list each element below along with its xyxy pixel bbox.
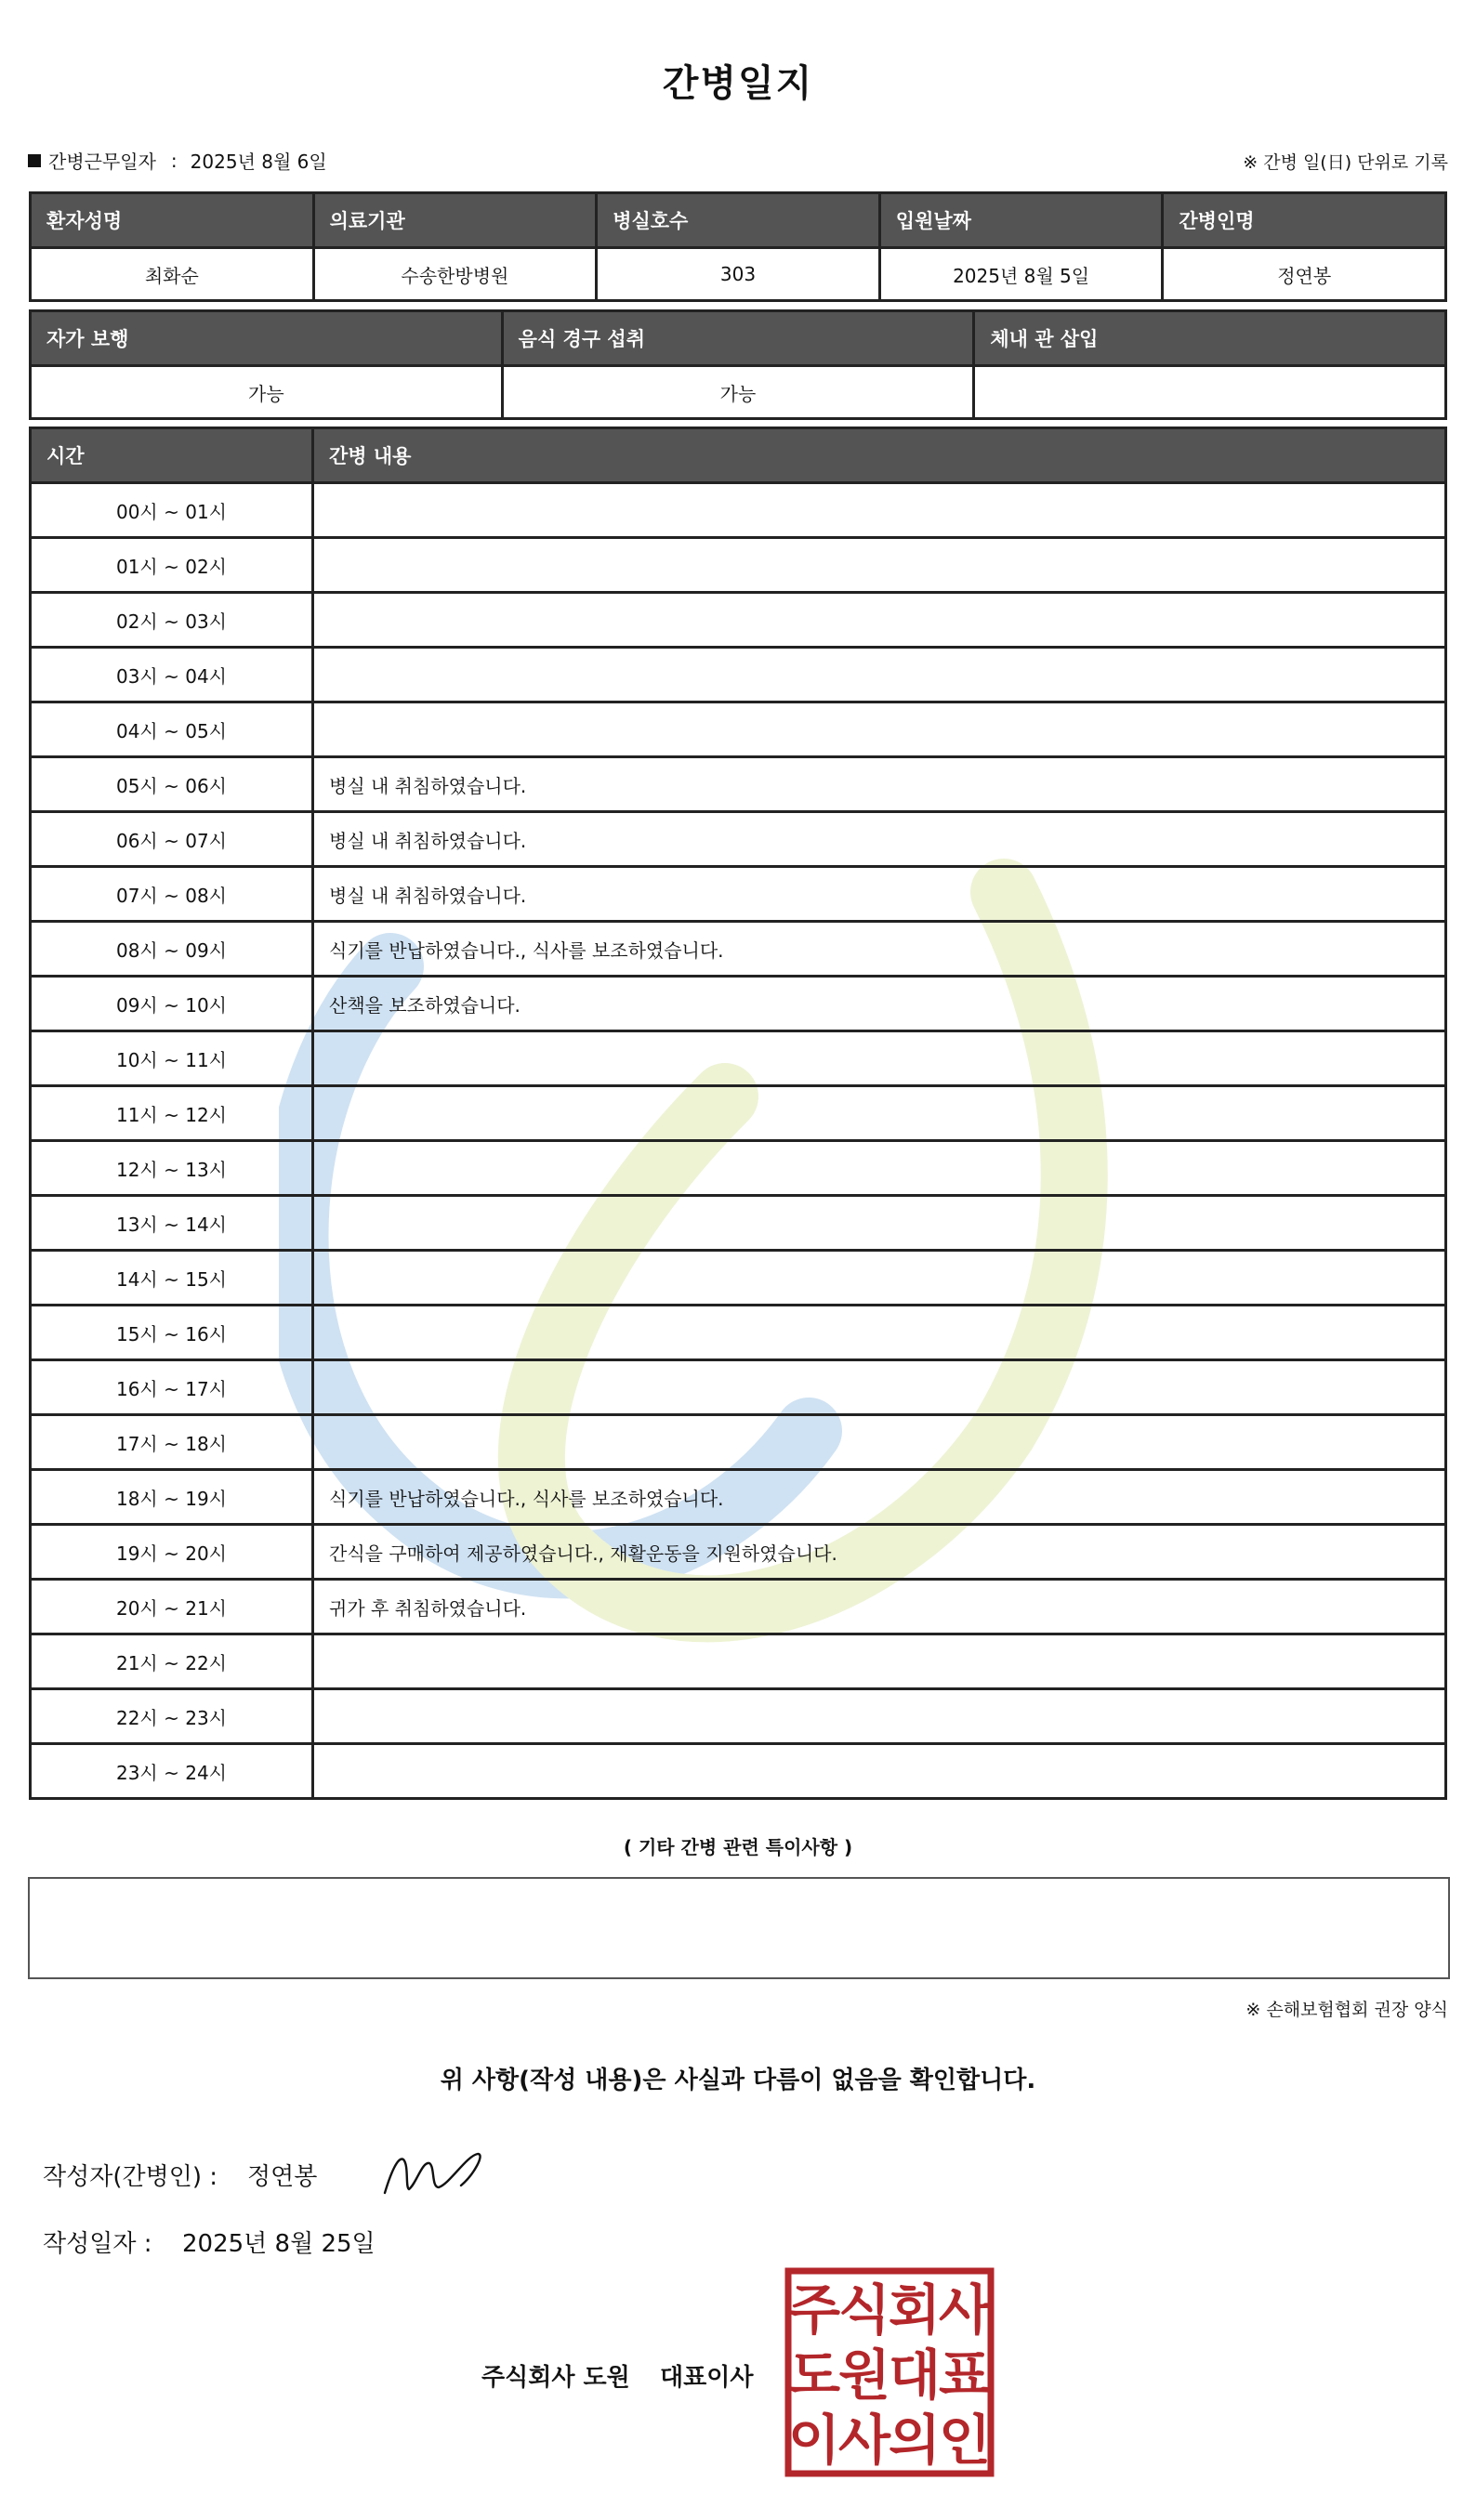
- log-row: [31, 1634, 1446, 1689]
- meta-row: [28, 147, 1448, 175]
- log-time-cell: 14시 ~ 15시: [31, 1251, 313, 1306]
- log-content-cell: 식기를 반납하였습니다., 식사를 보조하였습니다.: [313, 922, 1446, 977]
- log-content-cell: [313, 1415, 1446, 1470]
- hourly-care-log-table: [29, 427, 1447, 1800]
- log-time-cell: 08시 ~ 09시: [31, 922, 313, 977]
- log-time-cell: 21시 ~ 22시: [31, 1634, 313, 1689]
- special-notes-title: ( 기타 간병 관련 특이사항 ): [623, 1836, 853, 1858]
- form-source-note: ※ 손해보험협회 권장 양식: [1245, 2000, 1448, 2020]
- writer-name: 정연봉: [247, 2163, 318, 2191]
- log-row: [31, 812, 1446, 867]
- page-title: 간병일지: [662, 62, 814, 105]
- value-tube-insertion: [974, 366, 1446, 419]
- seal-glyph: 도: [787, 2343, 841, 2407]
- log-row: [31, 593, 1446, 648]
- seal-glyph: 대: [888, 2343, 942, 2407]
- value-admission-date: 2025년 8월 5일: [879, 248, 1163, 301]
- log-row: [31, 977, 1446, 1031]
- seal-glyph: 회: [888, 2278, 942, 2342]
- log-content-cell: 산책을 보조하였습니다.: [313, 977, 1446, 1031]
- patient-ability-table: [29, 309, 1447, 420]
- seal-glyph: 표: [938, 2343, 992, 2407]
- header-caregiver-name: 간병인명: [1163, 193, 1446, 248]
- log-content-cell: [313, 1031, 1446, 1086]
- log-row: [31, 1525, 1446, 1580]
- header-oral-intake: 음식 경구 섭취: [502, 311, 974, 366]
- log-row: [31, 648, 1446, 702]
- log-content-cell: [313, 1086, 1446, 1141]
- seal-glyph: 원: [837, 2343, 891, 2407]
- bullet-square-icon: [28, 154, 41, 167]
- log-time-cell: 12시 ~ 13시: [31, 1141, 313, 1196]
- log-time-cell: 05시 ~ 06시: [31, 757, 313, 812]
- ceo-title: 대표이사: [660, 2364, 754, 2392]
- header-time: 시간: [31, 428, 313, 483]
- work-date-value: 2025년 8월 6일: [190, 151, 327, 173]
- log-row: [31, 1251, 1446, 1306]
- log-row: [31, 483, 1446, 538]
- log-content-cell: 귀가 후 취침하였습니다.: [313, 1580, 1446, 1634]
- header-tube-insertion: 체내 관 삽입: [974, 311, 1446, 366]
- writer-label: 작성자(간병인) :: [43, 2163, 218, 2191]
- log-time-cell: 15시 ~ 16시: [31, 1306, 313, 1360]
- log-row: [31, 867, 1446, 922]
- patient-info-value-row: [31, 248, 1446, 301]
- confirmation-statement: 위 사항(작성 내용)은 사실과 다름이 없음을 확인합니다.: [440, 2067, 1036, 2094]
- log-time-cell: 06시 ~ 07시: [31, 812, 313, 867]
- log-content-cell: [313, 1141, 1446, 1196]
- log-row: [31, 1580, 1446, 1634]
- seal-glyph: 의: [888, 2408, 942, 2472]
- log-time-cell: 18시 ~ 19시: [31, 1470, 313, 1525]
- seal-glyph: 인: [938, 2408, 992, 2472]
- header-admission-date: 입원날짜: [879, 193, 1163, 248]
- value-hospital: 수송한방병원: [313, 248, 597, 301]
- log-row: [31, 1360, 1446, 1415]
- log-content-cell: [313, 1689, 1446, 1744]
- handwritten-signature: [381, 2146, 493, 2202]
- seal-glyph: 식: [837, 2278, 891, 2342]
- written-date-label: 작성일자 :: [43, 2230, 152, 2258]
- log-row: [31, 1415, 1446, 1470]
- log-row: [31, 1141, 1446, 1196]
- log-time-cell: 13시 ~ 14시: [31, 1196, 313, 1251]
- log-content-cell: 병실 내 취침하였습니다.: [313, 757, 1446, 812]
- log-row: [31, 922, 1446, 977]
- record-unit-note: ※ 간병 일(日) 단위로 기록: [1243, 152, 1448, 173]
- log-content-cell: [313, 1634, 1446, 1689]
- log-time-cell: 09시 ~ 10시: [31, 977, 313, 1031]
- company-name: 주식회사 도원: [481, 2364, 630, 2392]
- log-row: [31, 538, 1446, 593]
- log-row: [31, 757, 1446, 812]
- value-patient-name: 최화순: [31, 248, 314, 301]
- patient-info-header-row: [31, 193, 1446, 248]
- seal-glyph: 주: [787, 2278, 841, 2342]
- log-row: [31, 1689, 1446, 1744]
- log-row: [31, 1744, 1446, 1799]
- log-time-cell: 17시 ~ 18시: [31, 1415, 313, 1470]
- log-time-cell: 10시 ~ 11시: [31, 1031, 313, 1086]
- seal-glyph: 사: [938, 2278, 992, 2342]
- patient-info-table: [29, 191, 1447, 302]
- log-time-cell: 07시 ~ 08시: [31, 867, 313, 922]
- log-content-cell: 간식을 구매하여 제공하였습니다., 재활운동을 지원하였습니다.: [313, 1525, 1446, 1580]
- log-content-cell: [313, 538, 1446, 593]
- log-header-row: [31, 428, 1446, 483]
- header-patient-name: 환자성명: [31, 193, 314, 248]
- company-seal-stamp: [784, 2267, 995, 2477]
- log-row: [31, 1196, 1446, 1251]
- log-content-cell: [313, 1744, 1446, 1799]
- log-content-cell: [313, 1306, 1446, 1360]
- log-time-cell: 02시 ~ 03시: [31, 593, 313, 648]
- log-time-cell: 11시 ~ 12시: [31, 1086, 313, 1141]
- header-hospital: 의료기관: [313, 193, 597, 248]
- seal-glyph: 이: [787, 2408, 841, 2472]
- work-date: [28, 147, 327, 174]
- log-time-cell: 20시 ~ 21시: [31, 1580, 313, 1634]
- header-room: 병실호수: [597, 193, 880, 248]
- log-row: [31, 1306, 1446, 1360]
- value-caregiver-name: 정연봉: [1163, 248, 1446, 301]
- log-content-cell: [313, 1360, 1446, 1415]
- log-content-cell: [313, 483, 1446, 538]
- value-room: 303: [597, 248, 880, 301]
- header-care-content: 간병 내용: [313, 428, 1446, 483]
- log-content-cell: [313, 1196, 1446, 1251]
- log-time-cell: 00시 ~ 01시: [31, 483, 313, 538]
- log-time-cell: 22시 ~ 23시: [31, 1689, 313, 1744]
- seal-glyph: 사: [837, 2408, 891, 2472]
- log-time-cell: 23시 ~ 24시: [31, 1744, 313, 1799]
- log-content-cell: [313, 593, 1446, 648]
- ability-header-row: [31, 311, 1446, 366]
- ability-value-row: [31, 366, 1446, 419]
- log-time-cell: 03시 ~ 04시: [31, 648, 313, 702]
- log-content-cell: 병실 내 취침하였습니다.: [313, 867, 1446, 922]
- header-self-walking: 자가 보행: [31, 311, 503, 366]
- value-oral-intake: 가능: [502, 366, 974, 419]
- written-date-value: 2025년 8월 25일: [182, 2230, 376, 2258]
- log-row: [31, 1086, 1446, 1141]
- value-self-walking: 가능: [31, 366, 503, 419]
- log-content-cell: [313, 648, 1446, 702]
- log-time-cell: 16시 ~ 17시: [31, 1360, 313, 1415]
- log-content-cell: 식기를 반납하였습니다., 식사를 보조하였습니다.: [313, 1470, 1446, 1525]
- log-content-cell: 병실 내 취침하였습니다.: [313, 812, 1446, 867]
- log-row: [31, 1031, 1446, 1086]
- work-date-label: 간병근무일자: [48, 151, 156, 173]
- log-content-cell: [313, 1251, 1446, 1306]
- log-time-cell: 01시 ~ 02시: [31, 538, 313, 593]
- log-row: [31, 702, 1446, 757]
- special-notes-box: [28, 1877, 1450, 1979]
- log-time-cell: 04시 ~ 05시: [31, 702, 313, 757]
- log-content-cell: [313, 702, 1446, 757]
- work-date-separator: :: [170, 149, 178, 172]
- log-body: [31, 483, 1446, 1799]
- log-time-cell: 19시 ~ 20시: [31, 1525, 313, 1580]
- log-row: [31, 1470, 1446, 1525]
